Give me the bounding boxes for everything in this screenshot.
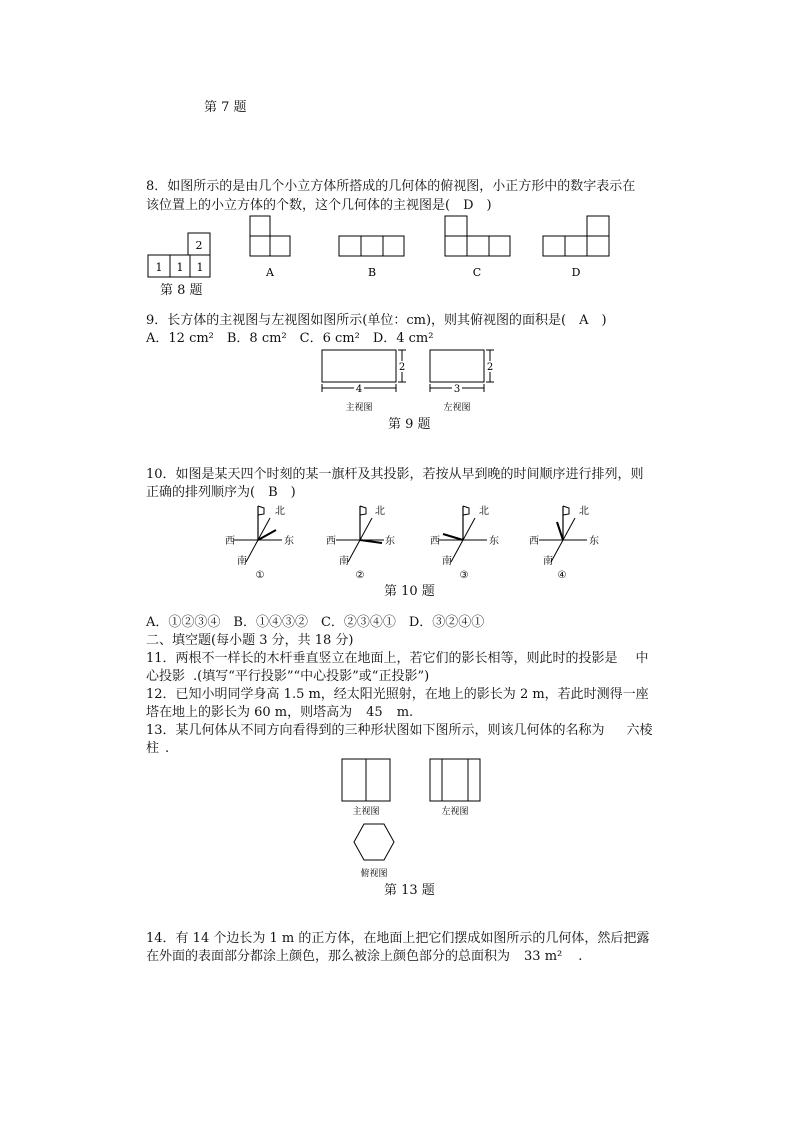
q9-left-height: 2 bbox=[486, 362, 494, 373]
q11-line1 bbox=[146, 650, 686, 668]
q9-main-width: 4 bbox=[355, 384, 363, 395]
q10-label: ② bbox=[355, 570, 365, 581]
q10-dir-east: 东 bbox=[489, 536, 499, 547]
q8-option-label: C bbox=[472, 266, 482, 279]
q11-line2 bbox=[146, 668, 429, 686]
q13-main-label: 主视图 bbox=[352, 807, 380, 817]
q13-answer: 柱 bbox=[146, 741, 160, 756]
q12-text-line1: 12．已知小明同学身高 1.5 m，经太阳光照射，在地上的影长为 2 m，若此时测得一座 bbox=[146, 687, 649, 702]
q10-dir-south: 南 bbox=[442, 556, 452, 567]
q10-label: ① bbox=[255, 570, 265, 581]
q10-figures bbox=[220, 498, 610, 582]
q13-left-label: 左视图 bbox=[441, 807, 469, 817]
q14-text-line1: 14．有 14 个边长为 1 m 的正方体，在地面上把它们摆成如图所示的几何体，然后把露 bbox=[146, 931, 650, 946]
q10-text-line2: 正确的排列顺序为( B ) bbox=[146, 485, 296, 500]
q13-text: 13．某几何体从不同方向看得到的三种形状图如下图所示，则该几何体的名称为 bbox=[146, 723, 605, 738]
q13-answer: 六棱 bbox=[626, 723, 653, 738]
q12-line2 bbox=[146, 704, 413, 722]
q10-dir-west: 西 bbox=[326, 536, 336, 547]
q10-dir-east: 东 bbox=[589, 536, 599, 547]
q10-dir-west: 西 bbox=[529, 536, 539, 547]
q10-dir-north: 北 bbox=[275, 506, 285, 517]
q9-figures bbox=[310, 344, 510, 416]
q12-answer: 45 bbox=[366, 705, 383, 720]
q10-dir-south: 南 bbox=[237, 556, 247, 567]
q10-dir-west: 西 bbox=[225, 536, 235, 547]
q13-top-view bbox=[354, 824, 394, 860]
q10-options: A．①②③④ B．①④③② C．②③④① D．③②④① bbox=[146, 615, 485, 630]
q8-option-label: D bbox=[571, 266, 581, 279]
q8-grid-number: 1 bbox=[176, 261, 184, 274]
q8-option-label: B bbox=[367, 266, 377, 279]
q8-option-label: A bbox=[266, 266, 274, 279]
q8-caption: 第 8 题 bbox=[160, 283, 203, 298]
q10-text-line1: 10．如图是某天四个时刻的某一旗杆及其投影，若按从早到晚的时间顺序进行排列，则 bbox=[146, 467, 644, 482]
q8-grid-number: 1 bbox=[196, 261, 204, 274]
q10-caption: 第 10 题 bbox=[384, 584, 435, 599]
q9-main-view bbox=[322, 350, 396, 382]
q9-main-label: 主视图 bbox=[345, 403, 373, 413]
q13-line2: 柱 . bbox=[146, 741, 170, 756]
q11-answer: 心投影 bbox=[146, 669, 186, 684]
q11-text: .(填写“平行投影”“中心投影”或“正投影”) bbox=[193, 669, 430, 684]
q12-text: m. bbox=[396, 705, 414, 720]
q9-left-width: 3 bbox=[453, 384, 461, 395]
q10-dir-north: 北 bbox=[579, 506, 589, 517]
q10-dir-east: 东 bbox=[385, 536, 395, 547]
q8-figures bbox=[146, 212, 646, 282]
q10-dir-north: 北 bbox=[479, 506, 489, 517]
q9-caption: 第 9 题 bbox=[388, 417, 431, 432]
q14-answer: 33 m² bbox=[524, 949, 563, 964]
q10-dir-north: 北 bbox=[375, 506, 385, 517]
q14-text: . bbox=[578, 949, 583, 964]
section2-title: 二、填空题(每小题 3 分，共 18 分) bbox=[146, 633, 354, 648]
q11-text: 11．两根不一样长的木杆垂直竖立在地面上，若它们的影长相等，则此时的投影是 bbox=[146, 651, 618, 666]
q13-line1 bbox=[146, 722, 686, 740]
q14-line2 bbox=[146, 948, 582, 966]
q10-label: ③ bbox=[459, 570, 469, 581]
q8-text-line1: 8．如图所示的是由几个小立方体所搭成的几何体的俯视图，小正方形中的数字表示在 bbox=[146, 179, 636, 194]
q8-text-line2: 该位置上的小立方体的个数，这个几何体的主视图是( D ) bbox=[146, 198, 492, 213]
q13-figures bbox=[330, 756, 490, 880]
q9-options: A．12 cm² B．8 cm² C．6 cm² D．4 cm² bbox=[146, 331, 434, 346]
q13-caption: 第 13 题 bbox=[384, 883, 435, 898]
q10-label: ④ bbox=[557, 570, 567, 581]
q13-left-view bbox=[430, 759, 480, 801]
q10-dir-south: 南 bbox=[543, 556, 553, 567]
q10-dir-east: 东 bbox=[284, 536, 294, 547]
q9-left-view bbox=[430, 350, 484, 382]
q9-text-line1: 9．长方体的主视图与左视图如图所示(单位：cm)，则其俯视图的面积是( A ) bbox=[146, 313, 607, 328]
q14-text: 在外面的表面部分都涂上颜色，那么被涂上颜色部分的总面积为 bbox=[146, 949, 511, 964]
q12-text: 塔在地上的影长为 60 m，则塔高为 bbox=[146, 705, 353, 720]
q10-dir-west: 西 bbox=[430, 536, 440, 547]
q7-caption: 第 7 题 bbox=[204, 100, 247, 115]
q10-dir-south: 南 bbox=[339, 556, 349, 567]
q13-top-label: 俯视图 bbox=[360, 869, 388, 879]
q8-grid-number: 2 bbox=[195, 239, 203, 252]
q9-left-label: 左视图 bbox=[443, 403, 471, 413]
q9-main-height: 2 bbox=[398, 362, 406, 373]
q8-grid-number: 1 bbox=[155, 261, 163, 274]
q11-answer: 中 bbox=[635, 651, 649, 666]
